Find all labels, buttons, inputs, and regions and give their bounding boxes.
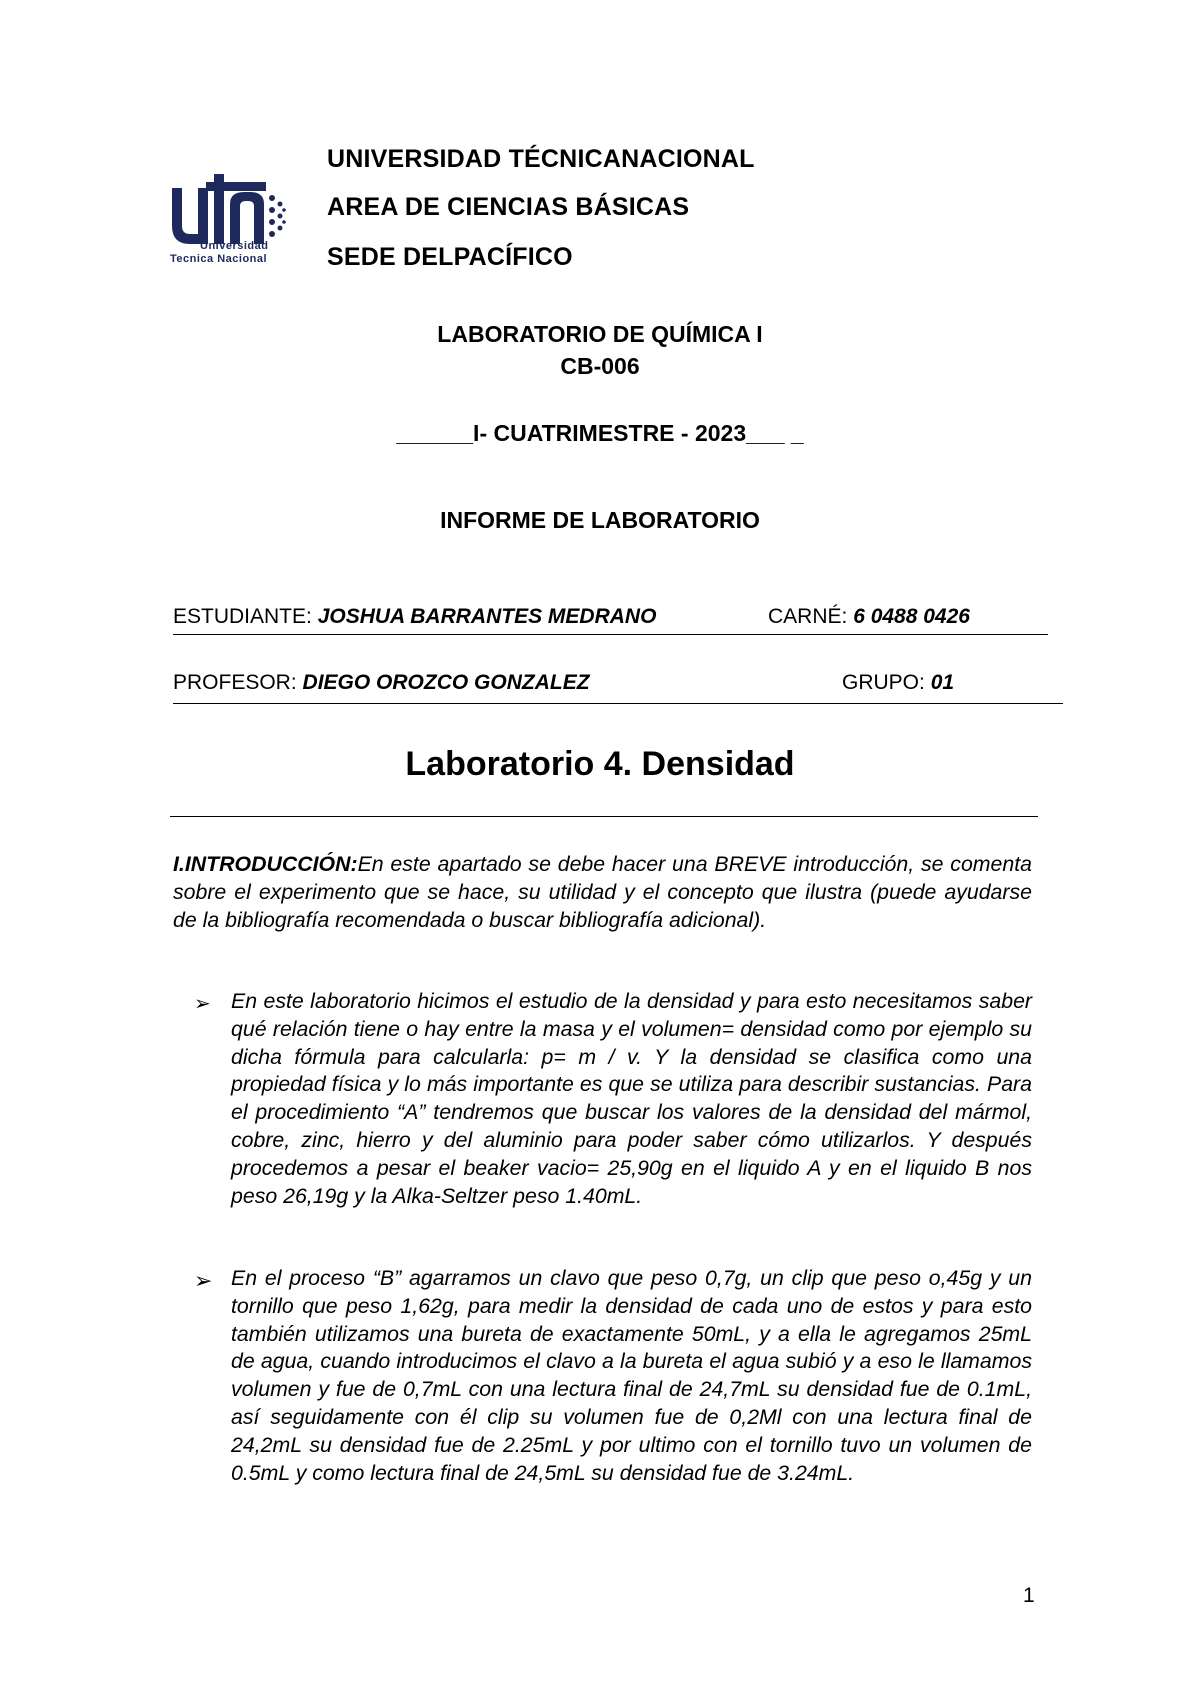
bullet-arrow-icon: ➢: [194, 1268, 213, 1293]
logo-subtitle-2: Tecnica Nacional: [170, 253, 268, 265]
term: ______I- CUATRIMESTRE - 2023___ _: [396, 420, 804, 446]
bullet-arrow-icon: ➢: [194, 993, 211, 1015]
area-name: AREA DE CIENCIAS BÁSICAS: [327, 193, 690, 221]
university-name: UNIVERSIDAD TÉCNICANACIONAL: [327, 145, 755, 173]
intro-paragraph: [173, 851, 1032, 934]
carne-row: [768, 605, 970, 629]
sede-name: SEDE DELPACÍFICO: [327, 243, 573, 271]
carne-value: 6 0488 0426: [853, 605, 970, 628]
intro-heading: I.INTRODUCCIÓN:: [173, 852, 358, 876]
intro-text: En este apartado se debe hacer una BREVE introducción, se comenta sobre el experimento que se hace, su utilidad y el concepto que ilustra (puede ayudarse de la bibliografía recomendada o buscar bibliografía adicional).: [173, 852, 1032, 932]
bullet-item: En este laboratorio hicimos el estudio de la densidad y para esto necesitamos saber qué relación tiene o hay entre la masa y el volumen= densidad como por ejemplo su dicha fórmula para calcularla: p= m / v. Y la densidad se clasifica como una propiedad física y lo más importante es que se utiliza para describir sustancias. Para el procedimiento “A” tendremos que buscar los valores de la densidad del mármol, cobre, zinc, hierro y del aluminio para poder saber cómo utilizarlos. Y después procedemos a pesar el beaker vacio= 25,90g en el liquido A y en el liquido B nos peso 26,19g y la Alka-Seltzer peso 1.40mL.: [231, 989, 1032, 1208]
student-label: ESTUDIANTE:: [173, 605, 318, 628]
student-row: [173, 605, 656, 629]
logo-subtitle-1: Universidad: [200, 240, 269, 252]
report-type: INFORME DE LABORATORIO: [440, 507, 760, 533]
bullet-item: En el proceso “B” agarramos un clavo que peso 0,7g, un clip que peso o,45g y un tornillo que peso 1,62g, para medir la densidad de cada uno de estos y para esto también utilizamos una bureta de exactamente 50mL, y a ella le agregamos 25mL de agua, cuando introducimos el clavo a la bureta el agua subió y a eso le llamamos volumen y fue de 0,7mL con una lectura final de 24,7mL su densidad fue de 0.1mL, así seguidamente con él clip su volumen fue de 0,2Ml con una lectura final de 24,2mL su densidad fue de 2.25mL y por ultimo con el tornillo tuvo un volumen de 0.5mL y como lectura final de 24,5mL su densidad fue de 3.24mL.: [231, 1266, 1032, 1485]
professor-name: DIEGO OROZCO GONZALEZ: [302, 671, 590, 694]
professor-label: PROFESOR:: [173, 671, 303, 694]
carne-label: CARNÉ:: [768, 605, 854, 628]
title-rule: [170, 816, 1038, 817]
page-number: 1: [1023, 1584, 1035, 1607]
professor-row: [173, 671, 590, 695]
lab-title: Laboratorio 4. Densidad: [405, 745, 795, 783]
group-row: [842, 671, 954, 695]
group-label: GRUPO:: [842, 671, 931, 694]
course-code: CB-006: [560, 353, 640, 379]
professor-rule: [173, 703, 1063, 704]
student-name: JOSHUA BARRANTES MEDRANO: [317, 605, 657, 628]
group-value: 01: [930, 671, 955, 694]
course-title: LABORATORIO DE QUÍMICA I: [437, 321, 763, 347]
student-rule: [173, 634, 1048, 635]
